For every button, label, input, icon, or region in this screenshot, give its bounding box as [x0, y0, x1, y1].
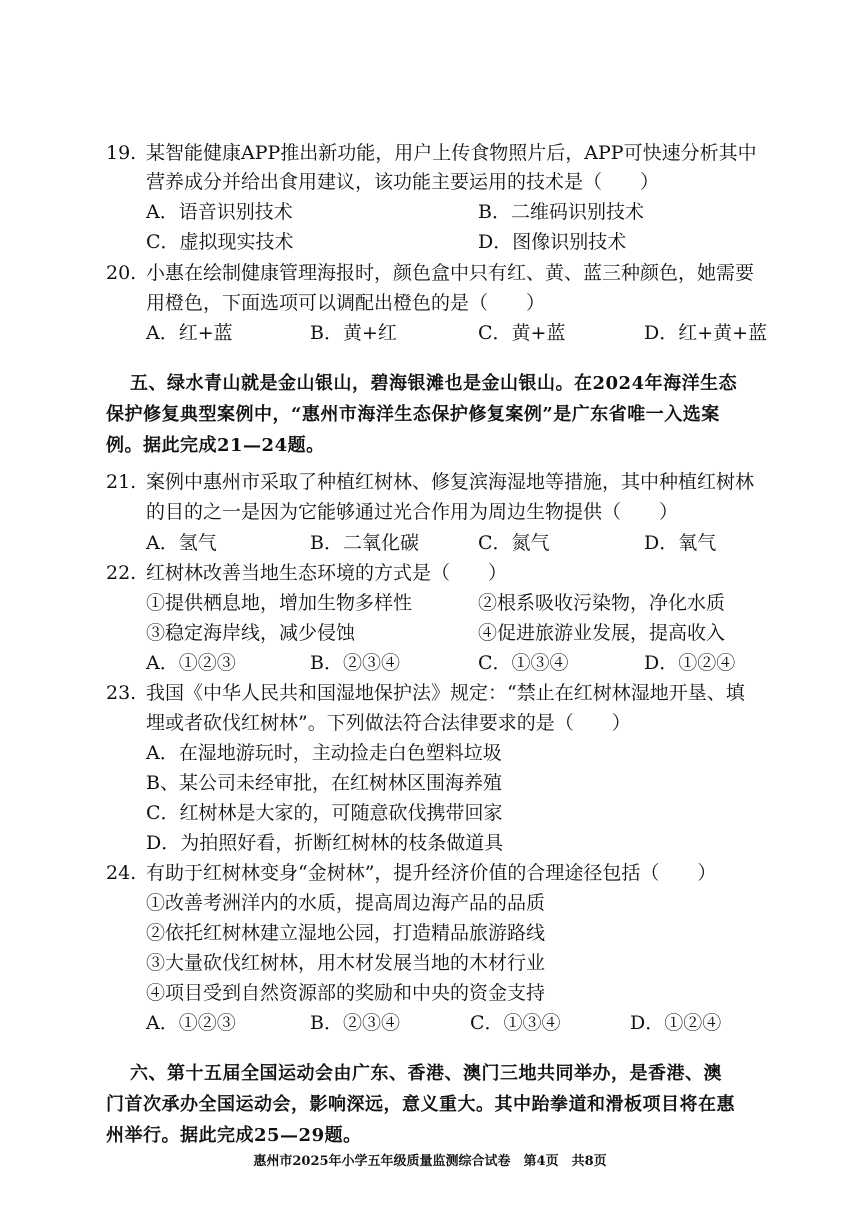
q20-option-b: B．黄+红 — [310, 322, 397, 344]
q22-option-b: B．②③④ — [310, 652, 400, 674]
section6-intro-line2: 门首次承办全国运动会，影响深远，意义重大。其中跆拳道和滑板项目将在惠 — [106, 1094, 735, 1115]
section6-intro-line1: 六、第十五届全国运动会由广东、香港、澳门三地共同举办，是香港、澳 — [130, 1063, 722, 1084]
q21-option-c: C．氮气 — [478, 532, 550, 554]
q22-option-d: D．①②④ — [644, 652, 736, 674]
q19-option-b: B．二维码识别技术 — [478, 201, 644, 223]
q24-statement-1: ①改善考洲洋内的水质，提高周边海产品的品质 — [146, 892, 546, 914]
q24-option-b: B．②③④ — [310, 1012, 400, 1034]
section6-intro-line3: 州举行。据此完成25—29题。 — [106, 1125, 362, 1146]
q24-option-a: A．①②③ — [146, 1012, 236, 1034]
q19-option-a: A．语音识别技术 — [146, 201, 293, 223]
q19-stem-line2: 营养成分并给出食用建议，该功能主要运用的技术是（ ） — [146, 171, 660, 193]
q21-option-d: D．氧气 — [644, 532, 717, 554]
q20-option-c: C．黄+蓝 — [478, 322, 566, 344]
q22-statement-2: ②根系吸收污染物，净化水质 — [478, 592, 726, 614]
section5-intro-line1: 五、绿水青山就是金山银山，碧海银滩也是金山银山。在2024年海洋生态 — [130, 373, 738, 394]
q22-option-c: C．①③④ — [478, 652, 569, 674]
q22-statement-4: ④促进旅游业发展，提高收入 — [478, 622, 726, 644]
q24-number: 24. — [106, 862, 137, 884]
q22-stem: 红树林改善当地生态环境的方式是（ ） — [146, 562, 508, 584]
q24-statement-4: ④项目受到自然资源部的奖励和中央的资金支持 — [146, 982, 546, 1004]
q20-stem-line2: 用橙色，下面选项可以调配出橙色的是（ ） — [146, 292, 546, 314]
q22-number: 22. — [106, 562, 137, 584]
q24-option-c: C．①③④ — [470, 1012, 561, 1034]
q23-number: 23. — [106, 682, 137, 704]
q23-stem-line2: 埋或者砍伐红树林”。下列做法符合法律要求的是（ ） — [146, 712, 631, 734]
q23-stem-line1: 我国《中华人民共和国湿地保护法》规定：“禁止在红树林湿地开垦、填 — [146, 682, 745, 704]
q22-option-a: A．①②③ — [146, 652, 236, 674]
section5-intro-line3: 例。据此完成21—24题。 — [106, 435, 325, 456]
q23-option-a: A．在湿地游玩时，主动捡走白色塑料垃圾 — [146, 742, 502, 764]
q24-stem: 有助于红树林变身“金树林”，提升经济价值的合理途径包括（ ） — [146, 862, 717, 884]
q22-statement-1: ①提供栖息地，增加生物多样性 — [146, 592, 413, 614]
q19-number: 19. — [106, 142, 137, 164]
q21-option-b: B．二氧化碳 — [310, 532, 419, 554]
page-footer: 惠州市2025年小学五年级质量监测综合试卷 第4页 共8页 — [253, 1154, 607, 1169]
q19-option-d: D．图像识别技术 — [478, 231, 627, 253]
q20-stem-line1: 小惠在绘制健康管理海报时，颜色盒中只有红、黄、蓝三种颜色，她需要 — [146, 262, 755, 284]
q21-stem-line2: 的目的之一是因为它能够通过光合作用为周边生物提供（ ） — [146, 501, 679, 523]
q23-option-c: C．红树林是大家的，可随意砍伐携带回家 — [146, 802, 503, 824]
q21-stem-line1: 案例中惠州市采取了种植红树林、修复滨海湿地等措施，其中种植红树林 — [146, 471, 755, 493]
q23-option-b: B、某公司未经审批，在红树林区围海养殖 — [146, 772, 502, 794]
q22-statement-3: ③稳定海岸线，减少侵蚀 — [146, 622, 356, 644]
q21-number: 21. — [106, 471, 137, 493]
q19-option-c: C．虚拟现实技术 — [146, 231, 294, 253]
q20-option-a: A．红+蓝 — [146, 322, 233, 344]
section5-intro-line2: 保护修复典型案例中，“惠州市海洋生态保护修复案例”是广东省唯一入选案 — [106, 404, 720, 425]
q24-statement-2: ②依托红树林建立湿地公园，打造精品旅游路线 — [146, 922, 546, 944]
q20-option-d: D．红+黄+蓝 — [644, 322, 768, 344]
q24-option-d: D．①②④ — [630, 1012, 722, 1034]
q23-option-d: D．为拍照好看，折断红树林的枝条做道具 — [146, 832, 504, 854]
q24-statement-3: ③大量砍伐红树林，用木材发展当地的木材行业 — [146, 952, 546, 974]
q21-option-a: A．氢气 — [146, 532, 217, 554]
q20-number: 20. — [106, 262, 137, 284]
q19-stem-line1: 某智能健康APP推出新功能，用户上传食物照片后，APP可快速分析其中 — [146, 142, 757, 164]
